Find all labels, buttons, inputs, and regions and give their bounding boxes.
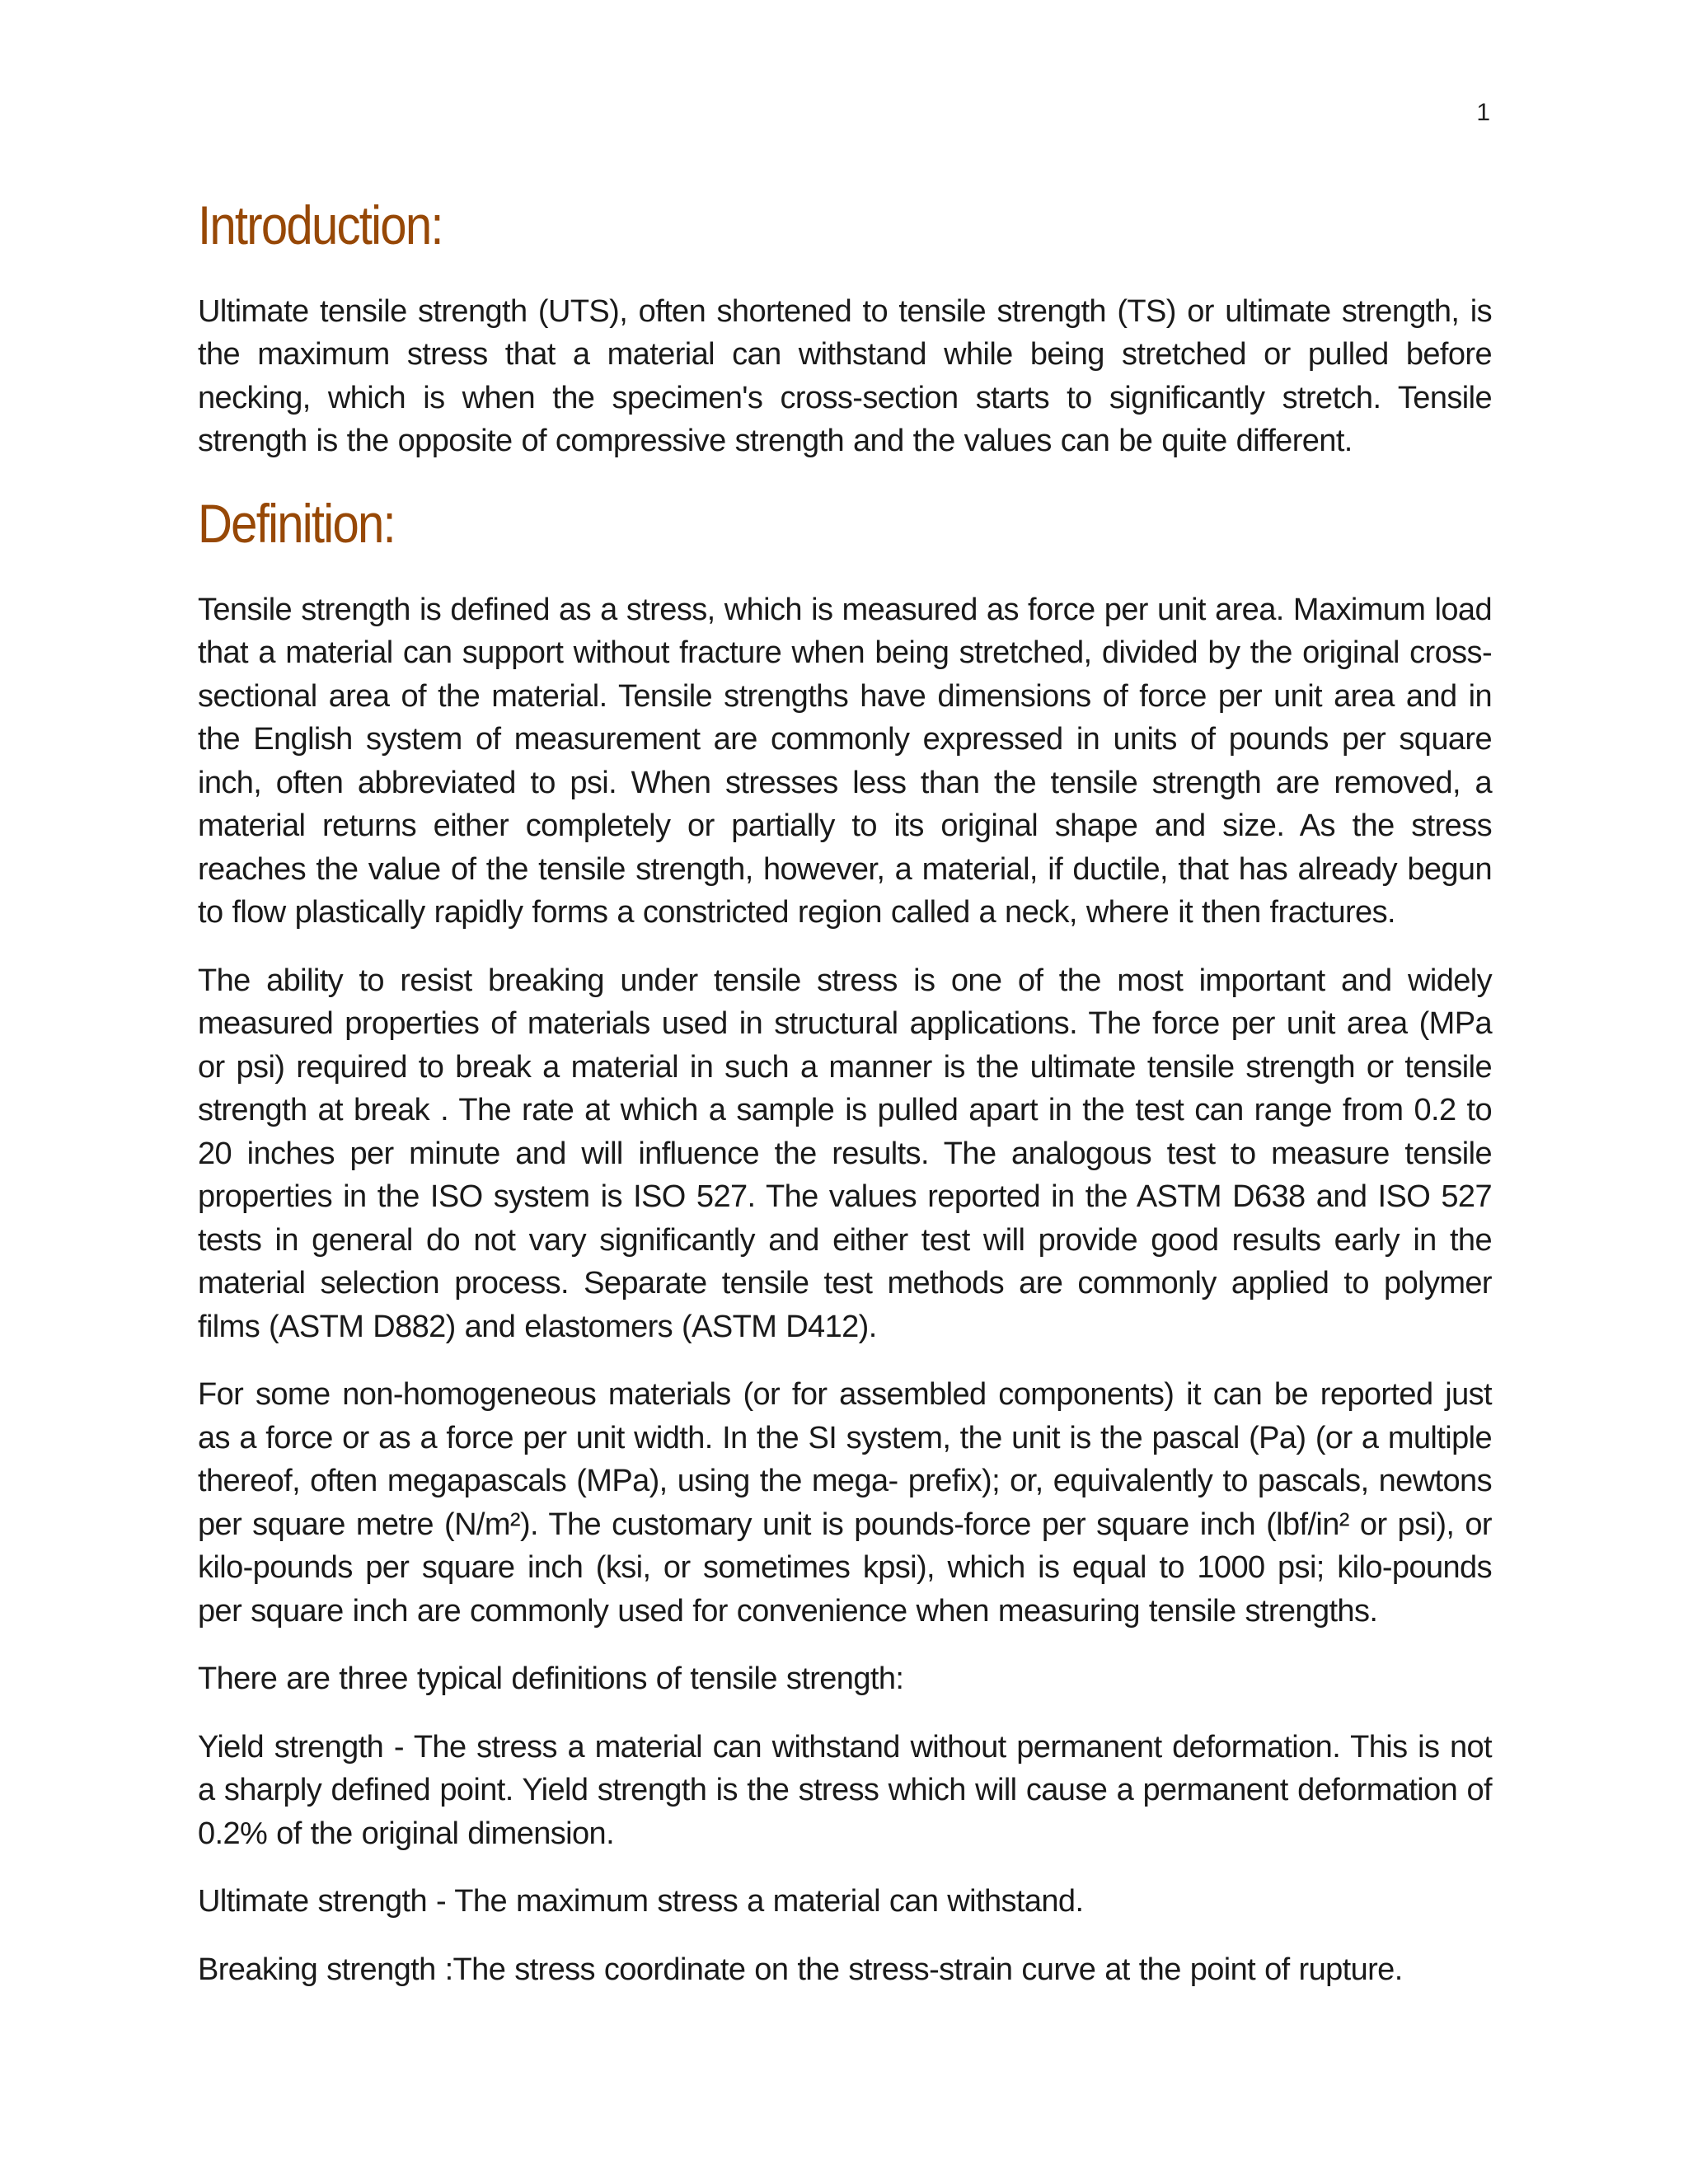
paragraph-definition: Tensile strength is defined as a stress, which is measured as force per unit area. Maximum load that a material can support without fracture when being stretched, divided by the original cross-sectional area of the material. Tensile strengths have dimensions of force per unit area and in the English system of measurement are commonly expressed in units of pounds per square inch, often abbreviated to psi. When stresses less than the tensile strength are removed, a material returns either completely or partially to its original shape and size. As the stress reaches the value of the tensile strength, however, a material, if ductile, that has already begun to flow plastically rapidly forms a constricted region called a neck, where it then fractures.: [198, 592, 1492, 930]
paragraph-uts-intro: Ultimate tensile strength (UTS), often shortened to tensile strength (TS) or ultimate strength, is the maximum stress that a material can withstand while being stretched or pulled before necking, which is when the specimen's cross-section starts to significantly stretch. Tensile strength is the opposite of compressive strength and the values can be quite different.: [198, 293, 1492, 459]
paragraph-units: For some non-homogeneous materials (or for assembled components) it can be reported just as a force or as a force per unit width. In the SI system, the unit is the pascal (Pa) (or a multiple thereof, often megapascals (MPa), using the mega- prefix); or, equivalently to pascals, newtons per square metre (N/m²). The customary unit is pounds-force per square inch (lbf/in² or psi), or kilo-pounds per square inch (ksi, or sometimes kpsi), which is equal to 1000 psi; kilo-pounds per square inch are commonly used for convenience when measuring tensile strengths.: [198, 1377, 1492, 1629]
paragraph-three-definitions: There are three typical definitions of tensile strength:: [198, 1661, 904, 1697]
page-number: 1: [1476, 99, 1490, 126]
document-body: [198, 194, 1492, 2016]
section-heading-introduction: Introduction:: [198, 194, 443, 255]
section-heading-definition: Definition:: [198, 492, 395, 554]
paragraph-yield-strength: Yield strength - The stress a material can withstand without permanent deformation. This is not a sharply defined point. Yield strength is the stress which will cause a permanent deformation of 0.2% of the original dimension.: [198, 1729, 1492, 1851]
paragraph-ultimate-strength: Ultimate strength - The maximum stress a material can withstand.: [198, 1884, 1084, 1919]
paragraph-ability-to-resist: The ability to resist breaking under tensile stress is one of the most important and widely measured properties of materials used in structural applications. The force per unit area (MPa or psi) required to break a material in such a manner is the ultimate tensile strength or tensile strength at break . The rate at which a sample is pulled apart in the test can range from 0.2 to 20 inches per minute and will influence the results. The analogous test to measure tensile properties in the ISO system is ISO 527. The values reported in the ASTM D638 and ISO 527 tests in general do not vary significantly and either test will provide good results early in the material selection process. Separate tensile test methods are commonly applied to polymer films (ASTM D882) and elastomers (ASTM D412).: [198, 963, 1492, 1344]
paragraph-breaking-strength: Breaking strength :The stress coordinate on the stress-strain curve at the point of rupture.: [198, 1952, 1403, 1987]
